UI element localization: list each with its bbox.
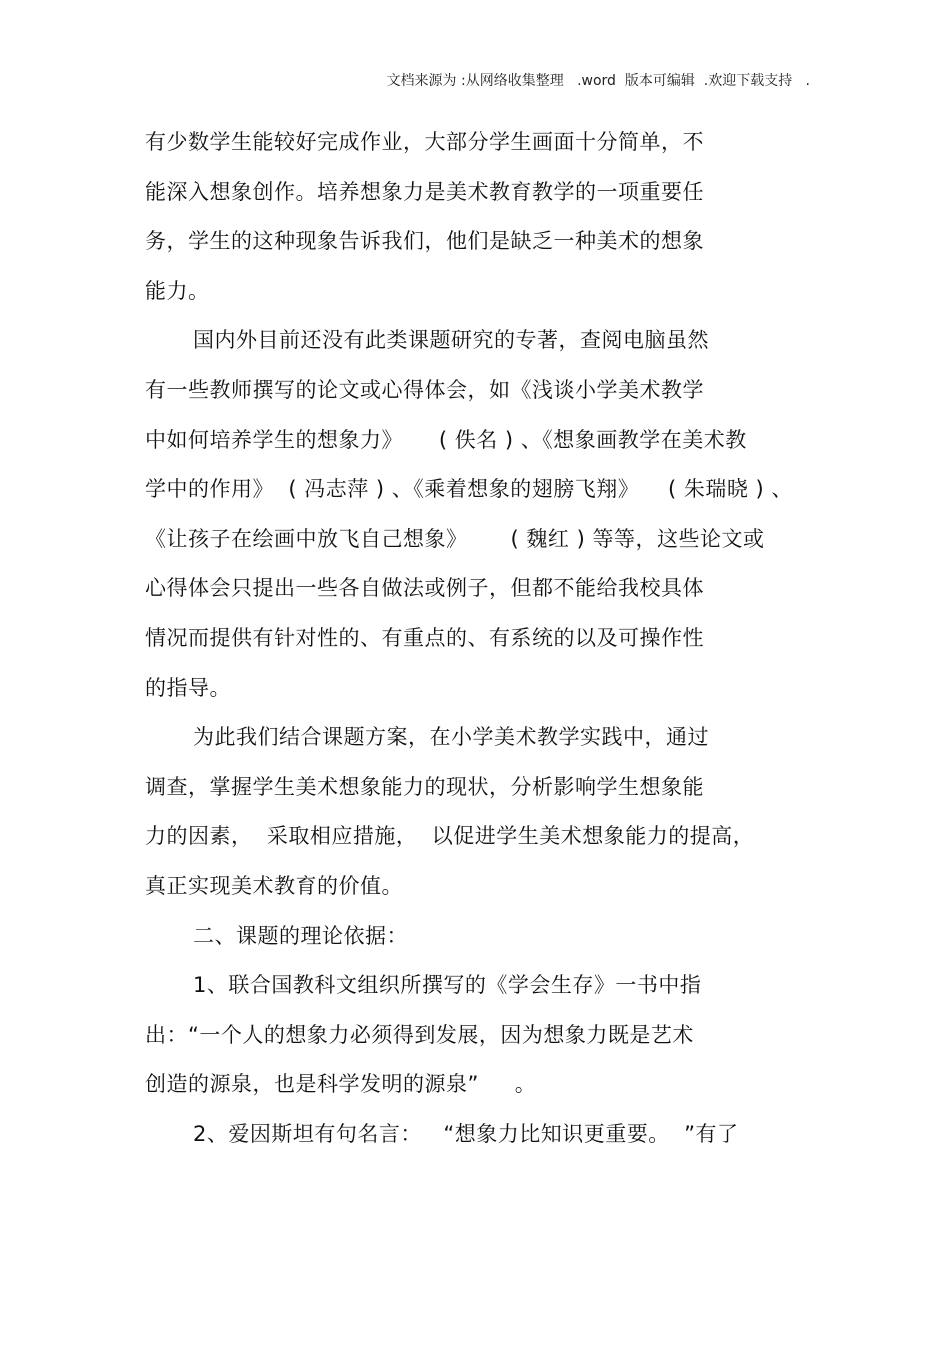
text-line: 能力。 [145, 278, 210, 303]
text-line: 力的因素， 采取相应措施， 以促进学生美术想象能力的提高， [145, 824, 755, 849]
text-line: 情况而提供有针对性的、有重点的、有系统的以及可操作性 [145, 625, 704, 650]
text-line: 能深入想象创作。培养想象力是美术教育教学的一项重要任 [145, 179, 704, 204]
text-line: 出：“一个人的想象力必须得到发展，因为想象力既是艺术 [145, 1022, 694, 1047]
text-line: 《让孩子在绘画中放飞自己想象》 ( 魏红 ) 等等，这些论文或 [145, 526, 765, 551]
document-body [145, 118, 825, 1159]
text-line: 有少数学生能较好完成作业，大部分学生画面十分简单，不 [145, 130, 704, 154]
text-line: 务，学生的这种现象告诉我们，他们是缺乏一种美术的想象 [145, 229, 704, 254]
paragraph-start-line: 1、联合国教科文组织所撰写的《学会生存》一书中指 [193, 973, 702, 998]
text-line: 心得体会只提出一些各自做法或例子，但都不能给我校具体 [145, 576, 704, 601]
text-line: 创造的源泉，也是科学发明的源泉” 。 [145, 1072, 537, 1097]
paragraph-start-line: 国内外目前还没有此类课题研究的专著，查阅电脑虽然 [193, 328, 709, 353]
page-header: 文档来源为 :从网络收集整理 .word 版本可编辑 .欢迎下载支持 . [386, 73, 810, 89]
text-line: 的指导。 [145, 675, 231, 700]
text-line: 有一些教师撰写的论文或心得体会，如《浅谈小学美术教学 [145, 377, 704, 402]
text-line: 中如何培养学生的想象力》 ( 佚名 ) 、《想象画教学在美术教 [145, 427, 747, 452]
section-heading: 二、课题的理论依据： [193, 923, 408, 948]
text-line: 真正实现美术教育的价值。 [145, 873, 403, 898]
paragraph-start-line: 为此我们结合课题方案，在小学美术教学实践中，通过 [193, 725, 709, 750]
paragraph-start-line: 2、爱因斯坦有句名言： “想象力比知识更重要。 ”有了 [193, 1121, 739, 1146]
text-line: 调查，掌握学生美术想象能力的现状，分析影响学生想象能 [145, 774, 704, 799]
text-line: 学中的作用》 ( 冯志萍 ) 、《乘着想象的翅膀飞翔》 ( 朱瑞晓 ) 、 [145, 477, 793, 502]
